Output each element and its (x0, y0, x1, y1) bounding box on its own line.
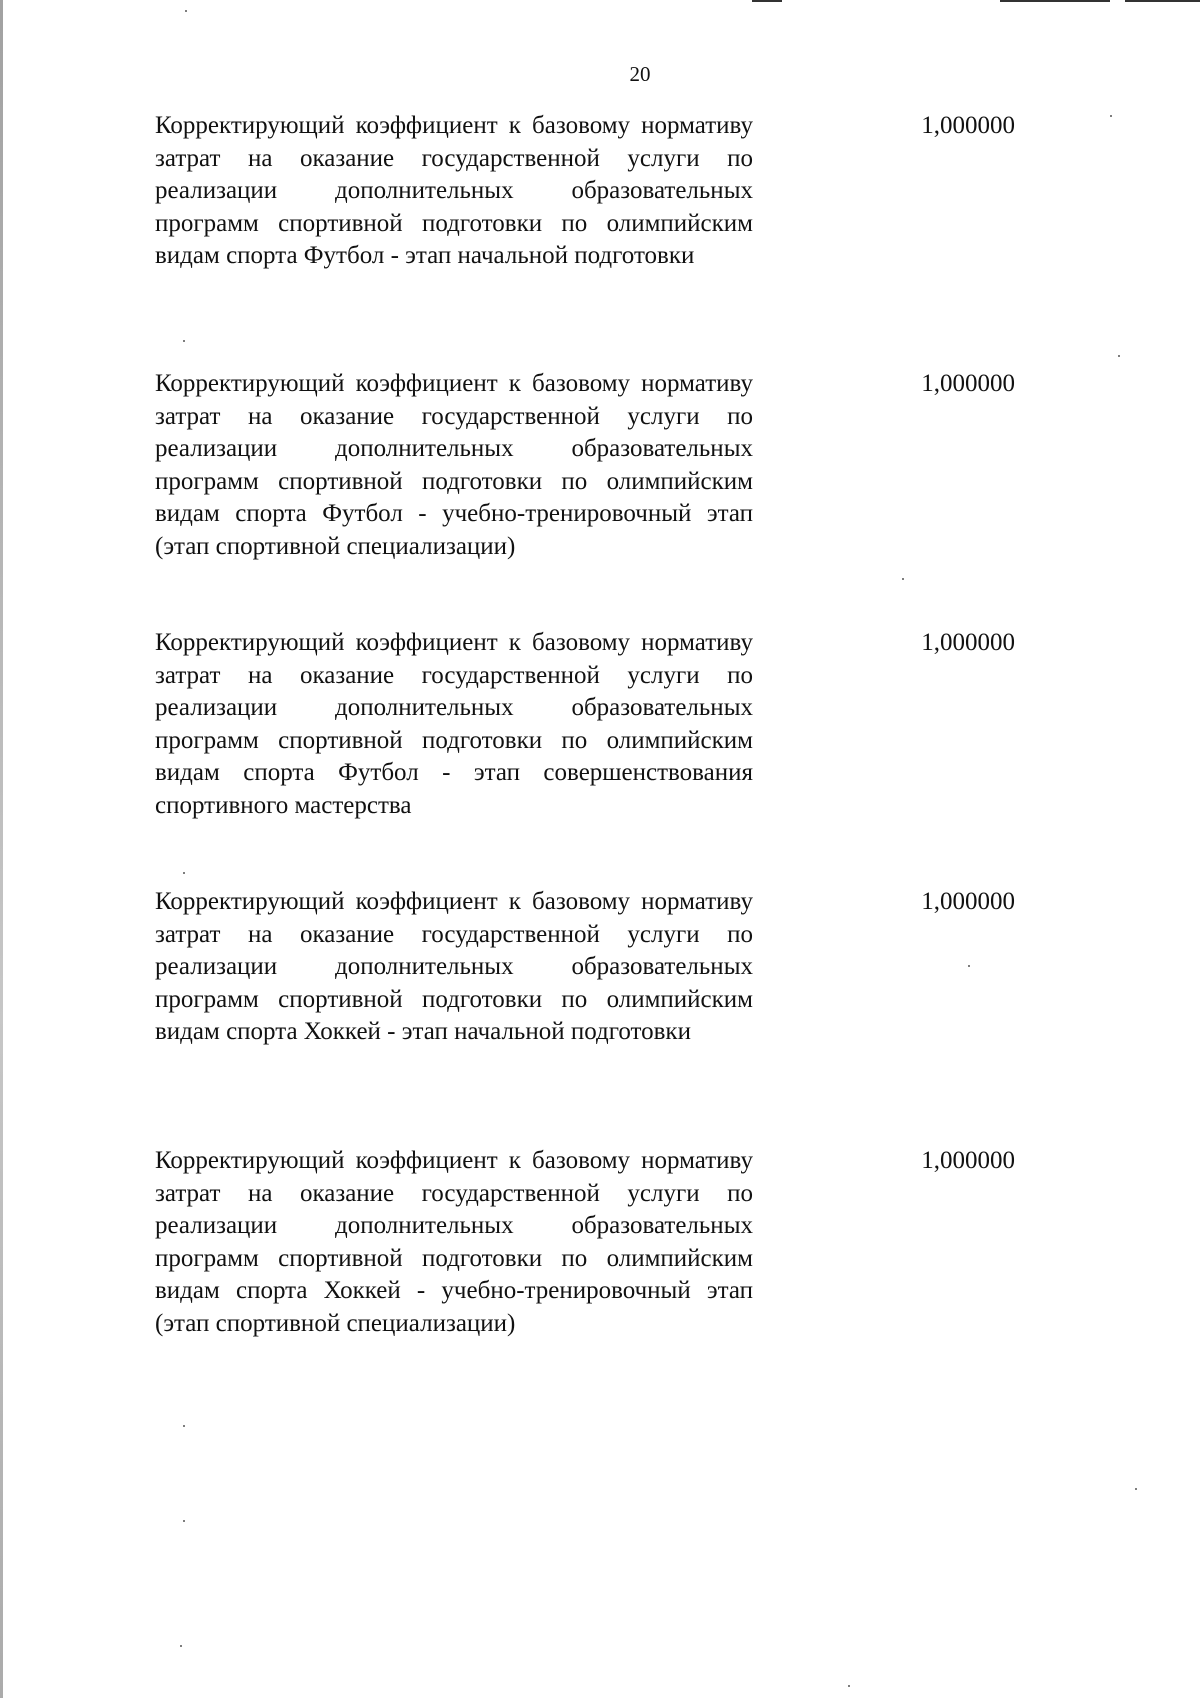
entry-description: Корректирующий коэффициент к базовому нормативу затрат на оказание государственной услуги по реализации дополнительных образовательных программ спортивной подготовки по олимпийским видам спорта Хоккей - этап начальной подготовки (155, 888, 753, 1045)
scan-speck (848, 1685, 850, 1687)
scan-speck (902, 578, 904, 580)
entry-value: 1,000000 (921, 112, 1015, 139)
scan-speck (968, 965, 970, 967)
scan-speck (1118, 355, 1120, 357)
scan-speck (180, 1645, 182, 1647)
scan-mark-top (752, 0, 782, 2)
entry-value: 1,000000 (921, 370, 1015, 397)
scan-edge-left (0, 0, 3, 1698)
entry-description: Корректирующий коэффициент к базовому нормативу затрат на оказание государственной услуги по реализации дополнительных образовательных программ спортивной подготовки по олимпийским видам спорта Футбол - этап совершенствования спортивного мастерства (155, 629, 753, 819)
scan-mark-top (1000, 0, 1110, 2)
entry-description: Корректирующий коэффициент к базовому нормативу затрат на оказание государственной услуги по реализации дополнительных образовательных программ спортивной подготовки по олимпийским видам спорта Футбол - этап начальной подготовки (155, 112, 753, 269)
entry-description: Корректирующий коэффициент к базовому нормативу затрат на оказание государственной услуги по реализации дополнительных образовательных программ спортивной подготовки по олимпийским видам спорта Футбол - учебно-тренировочный этап (этап спортивной специализации) (155, 370, 753, 560)
scan-speck (1110, 115, 1112, 117)
entry-description: Корректирующий коэффициент к базовому нормативу затрат на оказание государственной услуги по реализации дополнительных образовательных программ спортивной подготовки по олимпийским видам спорта Хоккей - учебно-тренировочный этап (этап спортивной специализации) (155, 1147, 753, 1337)
entry-value: 1,000000 (921, 629, 1015, 656)
scan-speck (183, 1520, 185, 1522)
scan-speck (1135, 1488, 1137, 1490)
entry-value: 1,000000 (921, 888, 1015, 915)
scan-speck (183, 340, 185, 342)
scan-speck (183, 872, 185, 874)
entry-value: 1,000000 (921, 1147, 1015, 1174)
page-number: 20 (629, 62, 651, 86)
scan-speck (183, 1425, 185, 1427)
scan-speck (185, 10, 187, 12)
scan-mark-top (1125, 0, 1200, 2)
